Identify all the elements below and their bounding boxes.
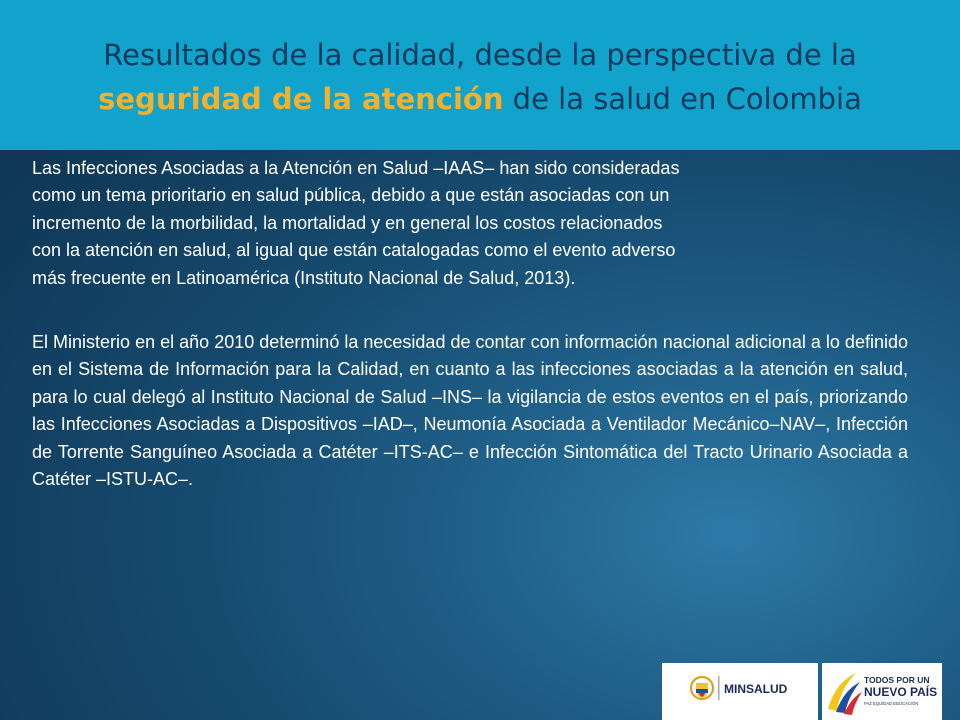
colombia-flag-swoosh-icon <box>822 663 942 720</box>
svg-text:TODOS POR UN: TODOS POR UN <box>864 675 930 685</box>
svg-text:PAZ EQUIDAD EDUCACIÓN: PAZ EQUIDAD EDUCACIÓN <box>864 701 919 706</box>
paragraph-1-line: más frecuente en Latinoamérica (Instituto Nacional de Salud, 2013). <box>32 267 576 288</box>
minsalud-logo <box>662 663 818 720</box>
title-line-2 <box>0 82 960 116</box>
paragraph-1 <box>32 155 908 292</box>
svg-text:MINSALUD: MINSALUD <box>724 682 788 696</box>
paragraph-1-line: Las Infecciones Asociadas a la Atención en Salud –IAAS– han sido consideradas <box>32 158 680 178</box>
title-line-2-rest: de la salud en Colombia <box>503 82 862 116</box>
colombia-coat-of-arms-icon <box>662 663 818 720</box>
title-highlight: seguridad de la atención <box>98 82 504 116</box>
paragraph-1-line: incremento de la morbilidad, la mortalidad y en general los costos relacionados <box>32 212 663 233</box>
header-banner <box>0 0 960 150</box>
paragraph-1-line: con la atención en salud, al igual que están catalogadas como el evento adverso <box>32 240 676 261</box>
svg-text:NUEVO PAÍS: NUEVO PAÍS <box>864 685 938 699</box>
paragraph-1-line: como un tema prioritario en salud pública, debido a que están asociadas con un <box>32 185 670 206</box>
todos-por-un-nuevo-pais-logo <box>822 663 942 720</box>
title-line-1: Resultados de la calidad, desde la perspectiva de la <box>103 38 857 72</box>
paragraph-2: El Ministerio en el año 2010 determinó la necesidad de contar con información nacional adicional a lo definido en el Sistema de Información para la Calidad, en cuanto a las infecciones asociadas a la atención en salud, para lo cual delegó al Instituto Nacional de Salud –INS– la vigilancia de estos eventos en el país, priorizando las Infecciones Asociadas a Dispositivos –IAD–, Neumonía Asociada a Ventilador Mecánico–NAV–, Infección de Torrente Sanguíneo Asociada a Catéter –ITS-AC– e Infección Sintomática del Tracto Urinario Asociada a Catéter –ISTU-AC–. <box>32 332 908 490</box>
